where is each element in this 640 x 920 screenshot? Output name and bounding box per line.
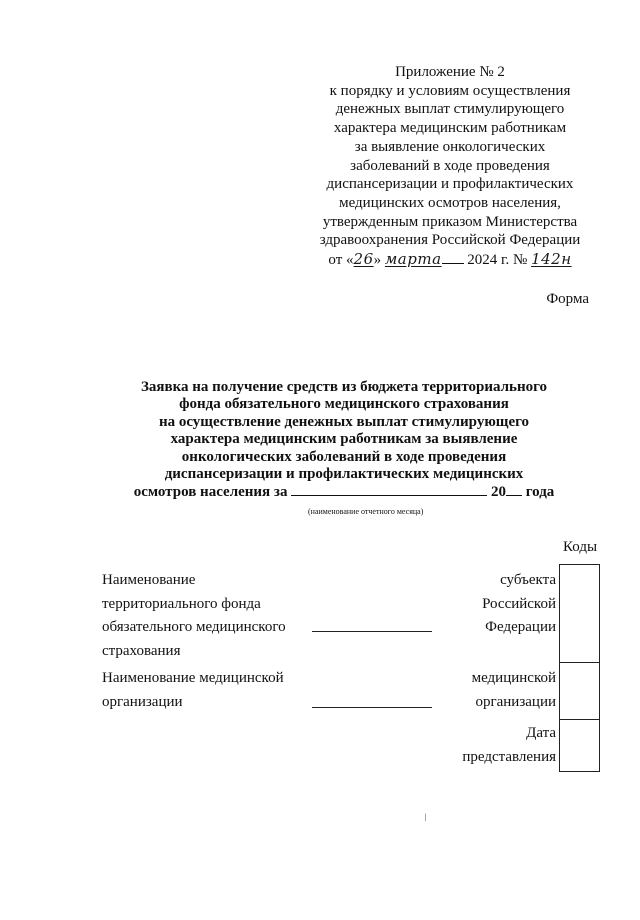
order-date-line — [300, 250, 600, 270]
fund-name-field[interactable] — [312, 631, 432, 632]
fund-label-line: страхования — [102, 643, 181, 660]
date-label-line: представления — [462, 748, 556, 765]
title-line: на осуществление денежных выплат стимулирующего — [158, 413, 530, 430]
codes-divider — [559, 719, 600, 720]
appendix-line: диспансеризации и профилактических — [326, 176, 574, 193]
month-blank — [442, 251, 464, 264]
appendix-line: заболеваний в ходе проведения — [350, 157, 550, 174]
handwritten-day: 26 — [353, 250, 374, 269]
title-line: онкологических заболеваний в ходе проведения — [181, 448, 507, 465]
org-code-label — [472, 667, 556, 714]
period-field[interactable] — [291, 483, 487, 496]
stray-mark: / — [422, 811, 429, 825]
appendix-line: медицинских осмотров населения, — [339, 194, 561, 211]
org-name-field[interactable] — [312, 707, 432, 708]
appendix-line: к порядку и условиям осуществления — [329, 82, 571, 99]
form-label: Форма — [546, 291, 589, 307]
org-label-line: организации — [102, 693, 183, 710]
appendix-line: за выявление онкологических — [354, 138, 546, 155]
fund-label-line: территориального фонда — [102, 595, 261, 612]
year-field[interactable] — [506, 483, 522, 496]
year-suffix: года — [525, 484, 555, 501]
appendix-line: характера медицинским работникам — [333, 120, 567, 137]
appendix-line: Приложение № 2 — [395, 64, 505, 80]
codes-column — [559, 564, 600, 772]
title-line: характера медицинским работникам за выявление — [170, 431, 518, 448]
org-code-line: организации — [475, 693, 556, 710]
appendix-line: денежных выплат стимулирующего — [335, 101, 565, 118]
date-close: » — [373, 252, 382, 269]
title-period-line — [100, 483, 588, 501]
document-title — [100, 379, 588, 502]
title-line: диспансеризации и профилактических медицинских — [164, 466, 524, 483]
date-year-text: 2024 г. № — [467, 252, 528, 269]
appendix-line: здравоохранения Российской Федерации — [319, 232, 581, 249]
org-label-line: Наименование медицинской — [102, 670, 284, 686]
date-label-line: Дата — [526, 725, 556, 741]
appendix-line: утвержденным приказом Министерства — [322, 213, 578, 230]
fund-label-line: Наименование — [102, 572, 196, 588]
appendix-block — [300, 63, 600, 270]
fund-label-line: обязательного медицинского — [102, 619, 286, 636]
period-caption: (наименование отчетного месяца) — [308, 507, 424, 516]
subject-code-label — [482, 569, 556, 640]
title-line: Заявка на получение средств из бюджета территориального — [140, 379, 548, 395]
date-prefix: от « — [328, 252, 354, 269]
codes-label: Коды — [563, 539, 598, 555]
year-prefix: 20 — [490, 484, 506, 501]
codes-divider — [559, 662, 600, 663]
org-name-label — [102, 667, 284, 714]
subject-label-line: субъекта — [500, 572, 556, 588]
title-line: фонда обязательного медицинского страхования — [179, 396, 509, 413]
subject-label-line: Федерации — [485, 619, 556, 636]
handwritten-order-number: 142н — [531, 250, 572, 269]
submission-date-label — [462, 722, 556, 769]
fund-name-label — [102, 569, 286, 664]
handwritten-month: марта — [384, 250, 442, 269]
title-period-prefix: осмотров населения за — [133, 484, 288, 501]
org-code-line: медицинской — [471, 670, 556, 686]
subject-label-line: Российской — [482, 595, 556, 612]
